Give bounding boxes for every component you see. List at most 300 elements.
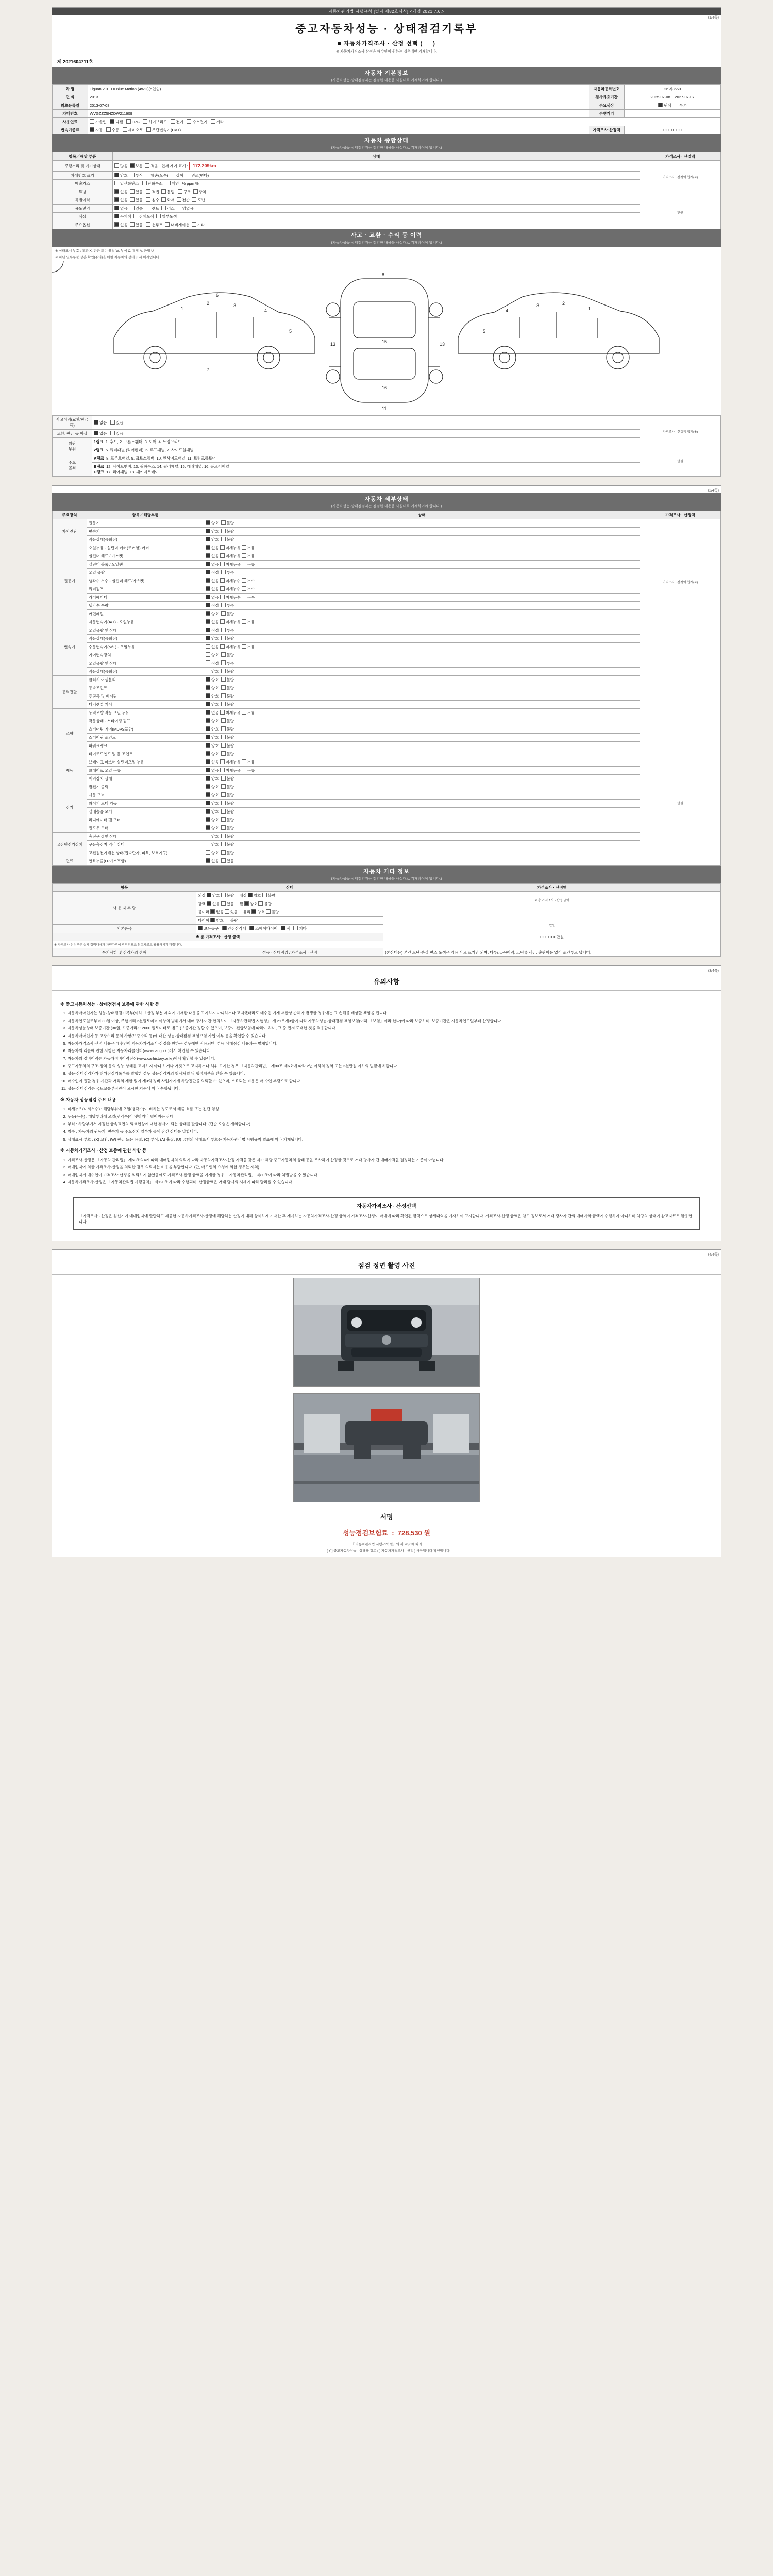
checkbox-at-idle-ok[interactable] (206, 636, 210, 640)
checkbox-master-cyl-none[interactable] (206, 759, 210, 764)
checkbox-color-two[interactable] (674, 103, 678, 107)
total-price-unit: 만원 (556, 935, 564, 939)
notice-item: 7. 자동차의 정비이력은 자동차정비이력전산(www.carhistory.or.kr)에서 확인할 수 있습니다. (68, 1056, 713, 1062)
checkbox-radiator-micro[interactable] (220, 595, 225, 599)
checkbox-trans-manual[interactable] (106, 127, 111, 132)
label-color: 주요색상 (589, 101, 625, 110)
checkbox-polish-none[interactable] (207, 901, 211, 906)
checkbox-wiper-ok[interactable] (206, 801, 210, 805)
checkbox-blower-ok[interactable] (206, 809, 210, 814)
row-value-usage-change (113, 205, 640, 213)
svg-text:13: 13 (440, 342, 445, 347)
label-trans-cvt: 무단변속기(CVT) (152, 128, 181, 132)
checkbox-engine-rocker-none[interactable] (206, 545, 210, 550)
state-hv-wiring: 양호 불량 (204, 849, 640, 857)
checkbox-fuel-hydrogen[interactable] (187, 119, 191, 124)
label-frame-group: 주요 골격 (53, 454, 92, 477)
value-frame-a (92, 454, 640, 463)
checkbox-special-none[interactable] (114, 197, 119, 202)
state-mt-leak: 없음 미세누유 누유 (204, 643, 640, 651)
checkbox-self-idle-bad[interactable] (221, 537, 226, 541)
group-transmission: 변속기 (53, 618, 87, 676)
checkbox-fuel-leak-yes[interactable] (221, 858, 226, 863)
checkbox-self-engine-bad[interactable] (221, 520, 226, 525)
checkbox-options-none[interactable] (114, 222, 119, 227)
list-rank-1-items: 1. 후드, 2. 프론트휀더, 3. 도어, 4. 트렁크리드 (105, 439, 182, 444)
row-label-usage-change: 용도변경 (53, 205, 113, 213)
checkbox-steering-joint-bad[interactable] (221, 735, 226, 739)
checkbox-self-idle-ok[interactable] (206, 537, 210, 541)
label-trans-semi: 세미오토 (128, 128, 143, 132)
header-overall-price: 가격조사 · 산정액 (640, 152, 721, 161)
checkbox-clutch-bad[interactable] (221, 677, 226, 682)
vehicle-diagram-svg (52, 261, 721, 415)
band-sub-detail: (자동차성능·상태점검자는 점검한 내용을 사실대로 기재하여야 합니다.) (331, 505, 442, 509)
group-steering: 조향 (53, 709, 87, 758)
sheet-page-4 (52, 1249, 721, 1557)
label-overall-price-sum: 가격조사 · 산정액 합계(※) (662, 176, 698, 179)
value-price-total-basic: 0 0 0 0 0 0 (625, 126, 721, 134)
checkbox-common-rail-bad[interactable] (221, 611, 226, 616)
label-basic-items: 기본품목 (53, 925, 196, 933)
label-etc-price-sum: ※ 총 가격조사 · 산정 금액 (534, 899, 569, 902)
checkbox-mt-gear-bad[interactable] (221, 652, 226, 657)
checkbox-tire-bad[interactable] (225, 918, 229, 922)
checkbox-tool[interactable] (198, 926, 203, 930)
item-self-engine: 원동기 (87, 519, 204, 528)
page-number-2: (2/4쪽) (708, 489, 719, 493)
checkbox-fuel-hybrid[interactable] (143, 119, 147, 124)
checkbox-options-etc[interactable] (192, 222, 196, 227)
item-radiator-fan: 라디에이터 팬 모터 (87, 816, 204, 824)
checkbox-triangle[interactable] (222, 926, 227, 930)
checkbox-coolant-head-none[interactable] (206, 578, 210, 583)
item-brake-oil: 브레이크 오일 누유 (87, 767, 204, 775)
checkbox-wheel-bad[interactable] (258, 901, 263, 906)
checkbox-engine-block-micro[interactable] (220, 562, 225, 566)
checkbox-special-yes[interactable] (130, 197, 135, 202)
state-power-steering-leak: 없음 미세누유 누유 (204, 709, 640, 717)
item-radiator: 라디에이터 (87, 594, 204, 602)
svg-text:8: 8 (382, 272, 385, 277)
checkbox-at-oil-low[interactable] (221, 628, 226, 632)
row-value-special-history (113, 196, 640, 205)
checkbox-radiator-fan-ok[interactable] (206, 817, 210, 822)
item-self-trans: 변속기 (87, 528, 204, 536)
item-booster: 배력장치 상태 (87, 775, 204, 783)
checkbox-vin-corrosion[interactable] (130, 173, 135, 177)
unit-etc-price: 만원 (549, 924, 555, 927)
checkbox-interior-ok[interactable] (248, 893, 253, 897)
checkbox-color-single[interactable] (658, 103, 663, 107)
checkbox-prop-shaft-bad[interactable] (221, 693, 226, 698)
checkbox-mt-leak-micro[interactable] (220, 644, 225, 649)
svg-text:4: 4 (506, 308, 509, 313)
checkbox-engine-head-leak[interactable] (242, 553, 246, 558)
label-mileage: 주행거리 (589, 110, 625, 118)
checkbox-coolant-low[interactable] (221, 603, 226, 607)
checkbox-special-fire[interactable] (161, 197, 166, 202)
value-fuel (88, 118, 721, 126)
checkbox-options-sunroof[interactable] (146, 222, 150, 227)
notice-item: 11. 성능·상태점검은 국토교통부장관이 고시한 기준에 따라 수행됩니다. (68, 1086, 713, 1092)
checkbox-engine-block-leak[interactable] (242, 562, 246, 566)
checkbox-usage-rent[interactable] (146, 206, 150, 210)
table-detail-state (52, 511, 721, 866)
photo-underbody-view[interactable] (293, 1393, 480, 1502)
checkbox-fuel-lpg[interactable] (126, 119, 131, 124)
state-radiator-fan: 양호 불량 (204, 816, 640, 824)
label-options-sunroof: 선루프 (152, 223, 163, 227)
item-mt-idle: 작동상태(공회전) (87, 668, 204, 676)
checkbox-at-leak-micro[interactable] (220, 619, 225, 624)
svg-text:1: 1 (181, 306, 184, 311)
checkbox-steering-gear-bad[interactable] (221, 726, 226, 731)
checkbox-mileage-normal[interactable] (130, 163, 135, 168)
checkbox-emission-co[interactable] (114, 181, 119, 185)
checkbox-steering-gear-ok[interactable] (206, 726, 210, 731)
checkbox-options-yes[interactable] (130, 222, 135, 227)
checkbox-polish-yes[interactable] (221, 901, 226, 906)
checkbox-hv-wiring-ok[interactable] (206, 850, 210, 855)
item-fuel-leak: 연료누출(LP가스포함) (87, 857, 204, 866)
notice-item: 10. 매수인이 원할 경우 시간과 거리의 제한 없이 제3의 정비 사업자에게 차량진단을 의뢰할 수 있으며, 소요되는 비용은 매 수인 부담으로 합니다. (68, 1078, 713, 1084)
item-engine-oil-level: 오일 유량 (87, 569, 204, 577)
checkbox-prop-shaft-ok[interactable] (206, 693, 210, 698)
checkbox-window-motor-ok[interactable] (206, 825, 210, 830)
state-alternator: 양호 불량 (204, 783, 640, 791)
checkbox-paint-partial[interactable] (156, 214, 161, 218)
label-spare-tire: 스페어타이어 (255, 926, 278, 931)
item-engine-coolant-head: 냉각수 누수 - 실린더 헤드/가스켓 (87, 577, 204, 585)
checkbox-vin-diff[interactable] (171, 173, 175, 177)
checkbox-fuel-electric[interactable] (171, 119, 175, 124)
label-etc-item: 기타 (299, 926, 307, 931)
item-at-oil: 오일유량 및 상태 (87, 626, 204, 635)
header-etc-state: 상태 (196, 884, 383, 892)
checkbox-trans-semi[interactable] (123, 127, 127, 132)
svg-text:2: 2 (207, 301, 210, 306)
checkbox-window-motor-bad[interactable] (221, 825, 226, 830)
header-detail-group: 주요장치 (53, 511, 87, 519)
checkbox-mt-idle-ok[interactable] (206, 669, 210, 673)
checkbox-coolant-head-leak[interactable] (242, 578, 246, 583)
item-engine-head: 실린더 헤드 / 가스켓 (87, 552, 204, 561)
checkbox-steering-pump-ok[interactable] (206, 718, 210, 723)
checkbox-fuel-gasoline[interactable] (90, 119, 94, 124)
band-title-accident: 사고 · 교환 · 수리 등 이력 (350, 232, 423, 239)
state-tie-rod: 양호 불량 (204, 750, 640, 758)
checkbox-fuel-etc[interactable] (211, 119, 215, 124)
checkbox-spare-tire[interactable] (249, 926, 254, 930)
checkbox-wheel-ok[interactable] (244, 901, 249, 906)
state-mt-idle: 양호 불량 (204, 668, 640, 676)
checkbox-exchange-none[interactable] (94, 431, 98, 435)
notice-sub-item: 4. 침수 : 자동차의 원동기, 변속기 등 주요장치 일부가 물에 잠긴 상태를 말합니다. (68, 1129, 713, 1135)
label-emission-units: % ppm % (182, 181, 199, 186)
label-accident-price-sum: 가격조사 · 산정액 합계(※) (662, 430, 698, 434)
checkbox-mt-idle-bad[interactable] (221, 669, 226, 673)
checkbox-glass-bad[interactable] (266, 909, 271, 914)
note-price-1: ※ 가격조사·산정액은 실제 정비내용과 차량가격에 반영되므로 참고자료로 활용하시기 바랍니다. (53, 941, 721, 948)
label-options-none: 없음 (120, 223, 128, 227)
item-starter: 시동 모터 (87, 791, 204, 800)
checkbox-usage-yes[interactable] (130, 206, 135, 210)
checkbox-steering-joint-ok[interactable] (206, 735, 210, 739)
checkbox-at-oil-ok[interactable] (206, 628, 210, 632)
checkbox-trans-cvt[interactable] (146, 127, 151, 132)
checkbox-emission-smoke[interactable] (166, 181, 171, 185)
checkbox-ps-leak-micro[interactable] (220, 710, 225, 715)
item-mt-oil: 오일유량 및 상태 (87, 659, 204, 668)
checkbox-tie-rod-ok[interactable] (206, 751, 210, 756)
item-common-rail: 커먼레일 (87, 610, 204, 618)
item-hv-battery: 구동축전지 격리 상태 (87, 841, 204, 849)
checkbox-interior-bad[interactable] (262, 893, 267, 897)
checkbox-tuning-illegal[interactable] (161, 189, 166, 194)
checkbox-steering-pump-bad[interactable] (221, 718, 226, 723)
svg-text:13: 13 (330, 342, 336, 347)
label-tuning-legal: 적법 (152, 190, 159, 194)
checkbox-blower-bad[interactable] (221, 809, 226, 814)
state-common-rail: 양호 불량 (204, 610, 640, 618)
checkbox-self-trans-ok[interactable] (206, 529, 210, 533)
checkbox-water-pump-none[interactable] (206, 586, 210, 591)
checkbox-master-cyl-micro[interactable] (220, 759, 225, 764)
checkbox-tuning-legal[interactable] (146, 189, 150, 194)
checkbox-engine-rocker-leak[interactable] (242, 545, 246, 550)
vehicle-diagram (52, 261, 721, 415)
state-steering-pump: 양호 불량 (204, 717, 640, 725)
checkbox-engine-rocker-micro[interactable] (220, 545, 225, 550)
row-label-emission: 배출가스 (53, 180, 113, 188)
checkbox-special-theft[interactable] (192, 197, 196, 202)
label-fuel-etc: 기타 (216, 120, 224, 124)
checkbox-hv-battery-ok[interactable] (206, 842, 210, 846)
notice-item: 5. 자동차가격조사·산정 내용은 매수인이 자동차가격조사·산정을 원하는 경우에만 적용되며, 성능·상태점검 내용과는 별개입니다. (68, 1041, 713, 1047)
title-block (52, 15, 721, 56)
state-water-pump: 없음 미세누수 누수 (204, 585, 640, 594)
row-label-options: 주요옵션 (53, 221, 113, 229)
photos-title: 점검 정면 촬영 사진 (52, 1256, 721, 1275)
svg-text:1: 1 (588, 306, 591, 311)
notice-list-3 (68, 1157, 713, 1186)
table-basic-info (52, 84, 721, 134)
checkbox-brake-oil-micro[interactable] (220, 768, 225, 772)
label-inspection-period: 검사유효기간 (589, 93, 625, 101)
group-etc-user: 사 용 자 부 담 (53, 892, 196, 925)
checkbox-mileage-high[interactable] (114, 163, 119, 168)
checkbox-diff-gear-bad[interactable] (221, 702, 226, 706)
checkbox-clutch-ok[interactable] (206, 677, 210, 682)
checkbox-wiper-bad[interactable] (221, 801, 226, 805)
checkbox-mt-oil-ok[interactable] (206, 660, 210, 665)
value-car-name: Tiguan 2.0 TDI Blue Motion (4WD)(5인승) (88, 85, 589, 93)
state-booster: 양호 불량 (204, 775, 640, 783)
checkbox-accident-none[interactable] (94, 420, 98, 425)
label-accident-history: 사고이력(교환/판금 등) (53, 416, 92, 430)
checkbox-exterior-bad[interactable] (221, 893, 226, 897)
checkbox-alternator-ok[interactable] (206, 784, 210, 789)
checkbox-exchange-yes[interactable] (110, 431, 115, 435)
checkbox-glass-ok[interactable] (251, 909, 256, 914)
list-rank-2-items: 5. 쿼터패널 (리어휀더), 6. 루프패널, 7. 사이드실패널 (105, 448, 194, 452)
checkbox-tuning-yes[interactable] (130, 189, 135, 194)
checkbox-mileage-low[interactable] (145, 163, 149, 168)
checkbox-mt-gear-ok[interactable] (206, 652, 210, 657)
value-inspection-period: 2025-07-08 ~ 2027-07-07 (625, 93, 721, 101)
checkbox-brake-oil-none[interactable] (206, 768, 210, 772)
notice-item3: 4. 자동차가격조사·산정은 「자동차관리법 시행규칙」 제120조에 따라 수행되며, 산정금액은 거래 당시의 시세에 따라 달라질 수 있습니다. (68, 1179, 713, 1185)
section-band-etc (52, 866, 721, 883)
value-first-reg: 2013-07-08 (88, 101, 589, 110)
checkbox-usage-commercial[interactable] (177, 206, 181, 210)
checkbox-at-leak-none[interactable] (206, 619, 210, 624)
checkbox-brake-oil-leak[interactable] (242, 768, 246, 772)
checkbox-etc-item[interactable] (293, 926, 298, 930)
checkbox-starter-ok[interactable] (206, 792, 210, 797)
checkbox-water-pump-micro[interactable] (220, 586, 225, 591)
checkbox-power-crank-ok[interactable] (206, 743, 210, 748)
item-master-cyl: 브레이크 마스터 실린더오일 누유 (87, 758, 204, 767)
checkbox-usage-lease[interactable] (161, 206, 166, 210)
checkbox-power-crank-bad[interactable] (221, 743, 226, 748)
row-label-mileage-state: 주행거리 및 계기상태 (53, 161, 113, 172)
label-rank-1: 1랭크 (94, 439, 104, 444)
checkbox-radiator-fan-bad[interactable] (221, 817, 226, 822)
item-coolant-level: 냉각수 수량 (87, 602, 204, 610)
checkbox-charge-port-bad[interactable] (221, 834, 226, 838)
checkbox-charge-port-ok[interactable] (206, 834, 210, 838)
checkbox-water-pump-leak[interactable] (242, 586, 246, 591)
item-steering-joint: 스티어링 조인트 (87, 734, 204, 742)
label-tuning-device: 장치 (198, 190, 207, 194)
checkbox-engine-oil-ok[interactable] (206, 570, 210, 574)
label-outer-panel-group: 외판 부위 (53, 438, 92, 454)
checkbox-starter-bad[interactable] (221, 792, 226, 797)
item-hv-wiring: 고전원전기배선 상태(접속단자, 피복, 보호기구) (87, 849, 204, 857)
label-special-remarks: 특기사항 및 점검자의 견해 (53, 948, 196, 957)
document-number: 제 2021604711호 (57, 59, 93, 64)
notice-item3: 1. 가격조사·산정은 「자동차 관리법」 제58조의4에 따라 매매업자의 의뢰에 따라 자동차가격조사·산정 자격을 갖춘 자가 해당 중고자동차의 상태 등을 조사하여 산정한 것으로 거래 당사자 간 매매가격을 결정하는 기준이 아닙니다. (68, 1157, 713, 1163)
row-label-special-history: 특별이력 (53, 196, 113, 205)
checkbox-paint-none[interactable] (114, 214, 119, 218)
checkbox-common-rail-ok[interactable] (206, 611, 210, 616)
checkbox-special-total-loss[interactable] (177, 197, 181, 202)
checkbox-radiator-none[interactable] (206, 595, 210, 599)
row-mirror-glass: 룸미러 없음 있음 유리 양호 불량 (196, 908, 383, 917)
checkbox-engine-block-none[interactable] (206, 562, 210, 566)
sheet-page-2 (52, 485, 721, 957)
checkbox-usage-none[interactable] (114, 206, 119, 210)
notice-body (52, 991, 721, 1192)
state-mt-gear: 양호 불량 (204, 651, 640, 659)
svg-text:11: 11 (382, 406, 387, 411)
value-vin: WVGZZZ5NZDW211609 (88, 110, 589, 118)
checkbox-exterior-ok[interactable] (207, 893, 211, 897)
checkbox-emission-hc[interactable] (142, 181, 147, 185)
checkbox-hv-wiring-bad[interactable] (221, 850, 226, 855)
checkbox-mirror-none[interactable] (210, 909, 215, 914)
state-steering-gear: 양호 불량 (204, 725, 640, 734)
state-blower-motor: 양호 불량 (204, 808, 640, 816)
label-color-two: 투톤 (679, 103, 687, 108)
insurance-fee-row: 성능점검보험료 : 728,530 원 (343, 1529, 430, 1537)
checkbox-hv-battery-bad[interactable] (221, 842, 226, 846)
checkbox-tire-ok[interactable] (210, 918, 215, 922)
checkbox-accident-yes[interactable] (110, 420, 115, 425)
checkbox-mirror-yes[interactable] (225, 909, 229, 914)
checkbox-self-engine-ok[interactable] (206, 520, 210, 525)
checkbox-alternator-bad[interactable] (221, 784, 226, 789)
checkbox-mt-leak-none[interactable] (206, 644, 210, 649)
value-year: 2013 (88, 93, 589, 101)
checkbox-tuning-none[interactable] (114, 189, 119, 194)
checkbox-tuning-structure[interactable] (178, 189, 182, 194)
notice-item: 3. 자동차성능상태 보증기간 (30일, 보증거리가 2000 킬로미터로 별도 (보증기간 정할 수 있으며, 보증이 전합보험에 따라야 하며, 그 중 먼저 도래한 것을 적용합니다. (68, 1025, 713, 1031)
header-etc-item: 항목 (53, 884, 196, 892)
checkbox-mt-leak-leak[interactable] (242, 644, 246, 649)
checkbox-at-leak-leak[interactable] (242, 619, 246, 624)
checkbox-vin-ok[interactable] (114, 173, 119, 177)
header-etc-price: 가격조사 · 산정액 (383, 884, 721, 892)
checkbox-self-trans-bad[interactable] (221, 529, 226, 533)
item-alternator: 발전기 출력 (87, 783, 204, 791)
checkbox-cv-joint-bad[interactable] (221, 685, 226, 690)
checkbox-ps-leak-none[interactable] (206, 710, 210, 715)
checkbox-master-cyl-leak[interactable] (242, 759, 246, 764)
checkbox-booster-bad[interactable] (221, 776, 226, 781)
checkbox-at-idle-bad[interactable] (221, 636, 226, 640)
checkbox-coolant-head-micro[interactable] (220, 578, 225, 583)
checkbox-vin-altered[interactable] (186, 173, 190, 177)
checkbox-options-nav[interactable] (165, 222, 170, 227)
label-tool: 보유공구 (204, 926, 219, 931)
checkbox-tuning-device[interactable] (193, 189, 198, 194)
label-tuning-illegal: 불법 (167, 190, 175, 194)
row-polish-wheel: 광택 없음 있음 휠 양호 불량 (196, 900, 383, 908)
checkbox-vin-damage[interactable] (145, 173, 149, 177)
checkbox-fuel-leak-none[interactable] (206, 858, 210, 863)
checkbox-fuel-diesel[interactable] (110, 119, 114, 124)
svg-text:7: 7 (207, 367, 210, 372)
checkbox-coolant-ok[interactable] (206, 603, 210, 607)
checkbox-paint-full[interactable] (133, 214, 138, 218)
photo-front-view[interactable] (293, 1278, 480, 1387)
checkbox-jack[interactable] (281, 926, 285, 930)
checkbox-diff-gear-ok[interactable] (206, 702, 210, 706)
label-usage-lease: 리스 (167, 206, 175, 211)
checkbox-trans-auto[interactable] (90, 127, 94, 132)
checkbox-radiator-leak[interactable] (242, 595, 246, 599)
cell-etc-price-sum (383, 892, 721, 933)
label-mileage-high: 많음 (120, 164, 128, 168)
checkbox-booster-ok[interactable] (206, 776, 210, 781)
row-label-paint: 색상 (53, 213, 113, 221)
svg-text:16: 16 (382, 385, 388, 391)
row-value-mileage-state (113, 161, 640, 172)
checkbox-mt-oil-low[interactable] (221, 660, 226, 665)
checkbox-engine-oil-low[interactable] (221, 570, 226, 574)
value-plate: 26머8660 (625, 85, 721, 93)
checkbox-special-flood[interactable] (146, 197, 150, 202)
svg-text:15: 15 (382, 339, 388, 344)
checkbox-tie-rod-bad[interactable] (221, 751, 226, 756)
checkbox-engine-head-micro[interactable] (220, 553, 225, 558)
checkbox-cv-joint-ok[interactable] (206, 685, 210, 690)
checkbox-engine-head-none[interactable] (206, 553, 210, 558)
checkbox-ps-leak-leak[interactable] (242, 710, 246, 715)
